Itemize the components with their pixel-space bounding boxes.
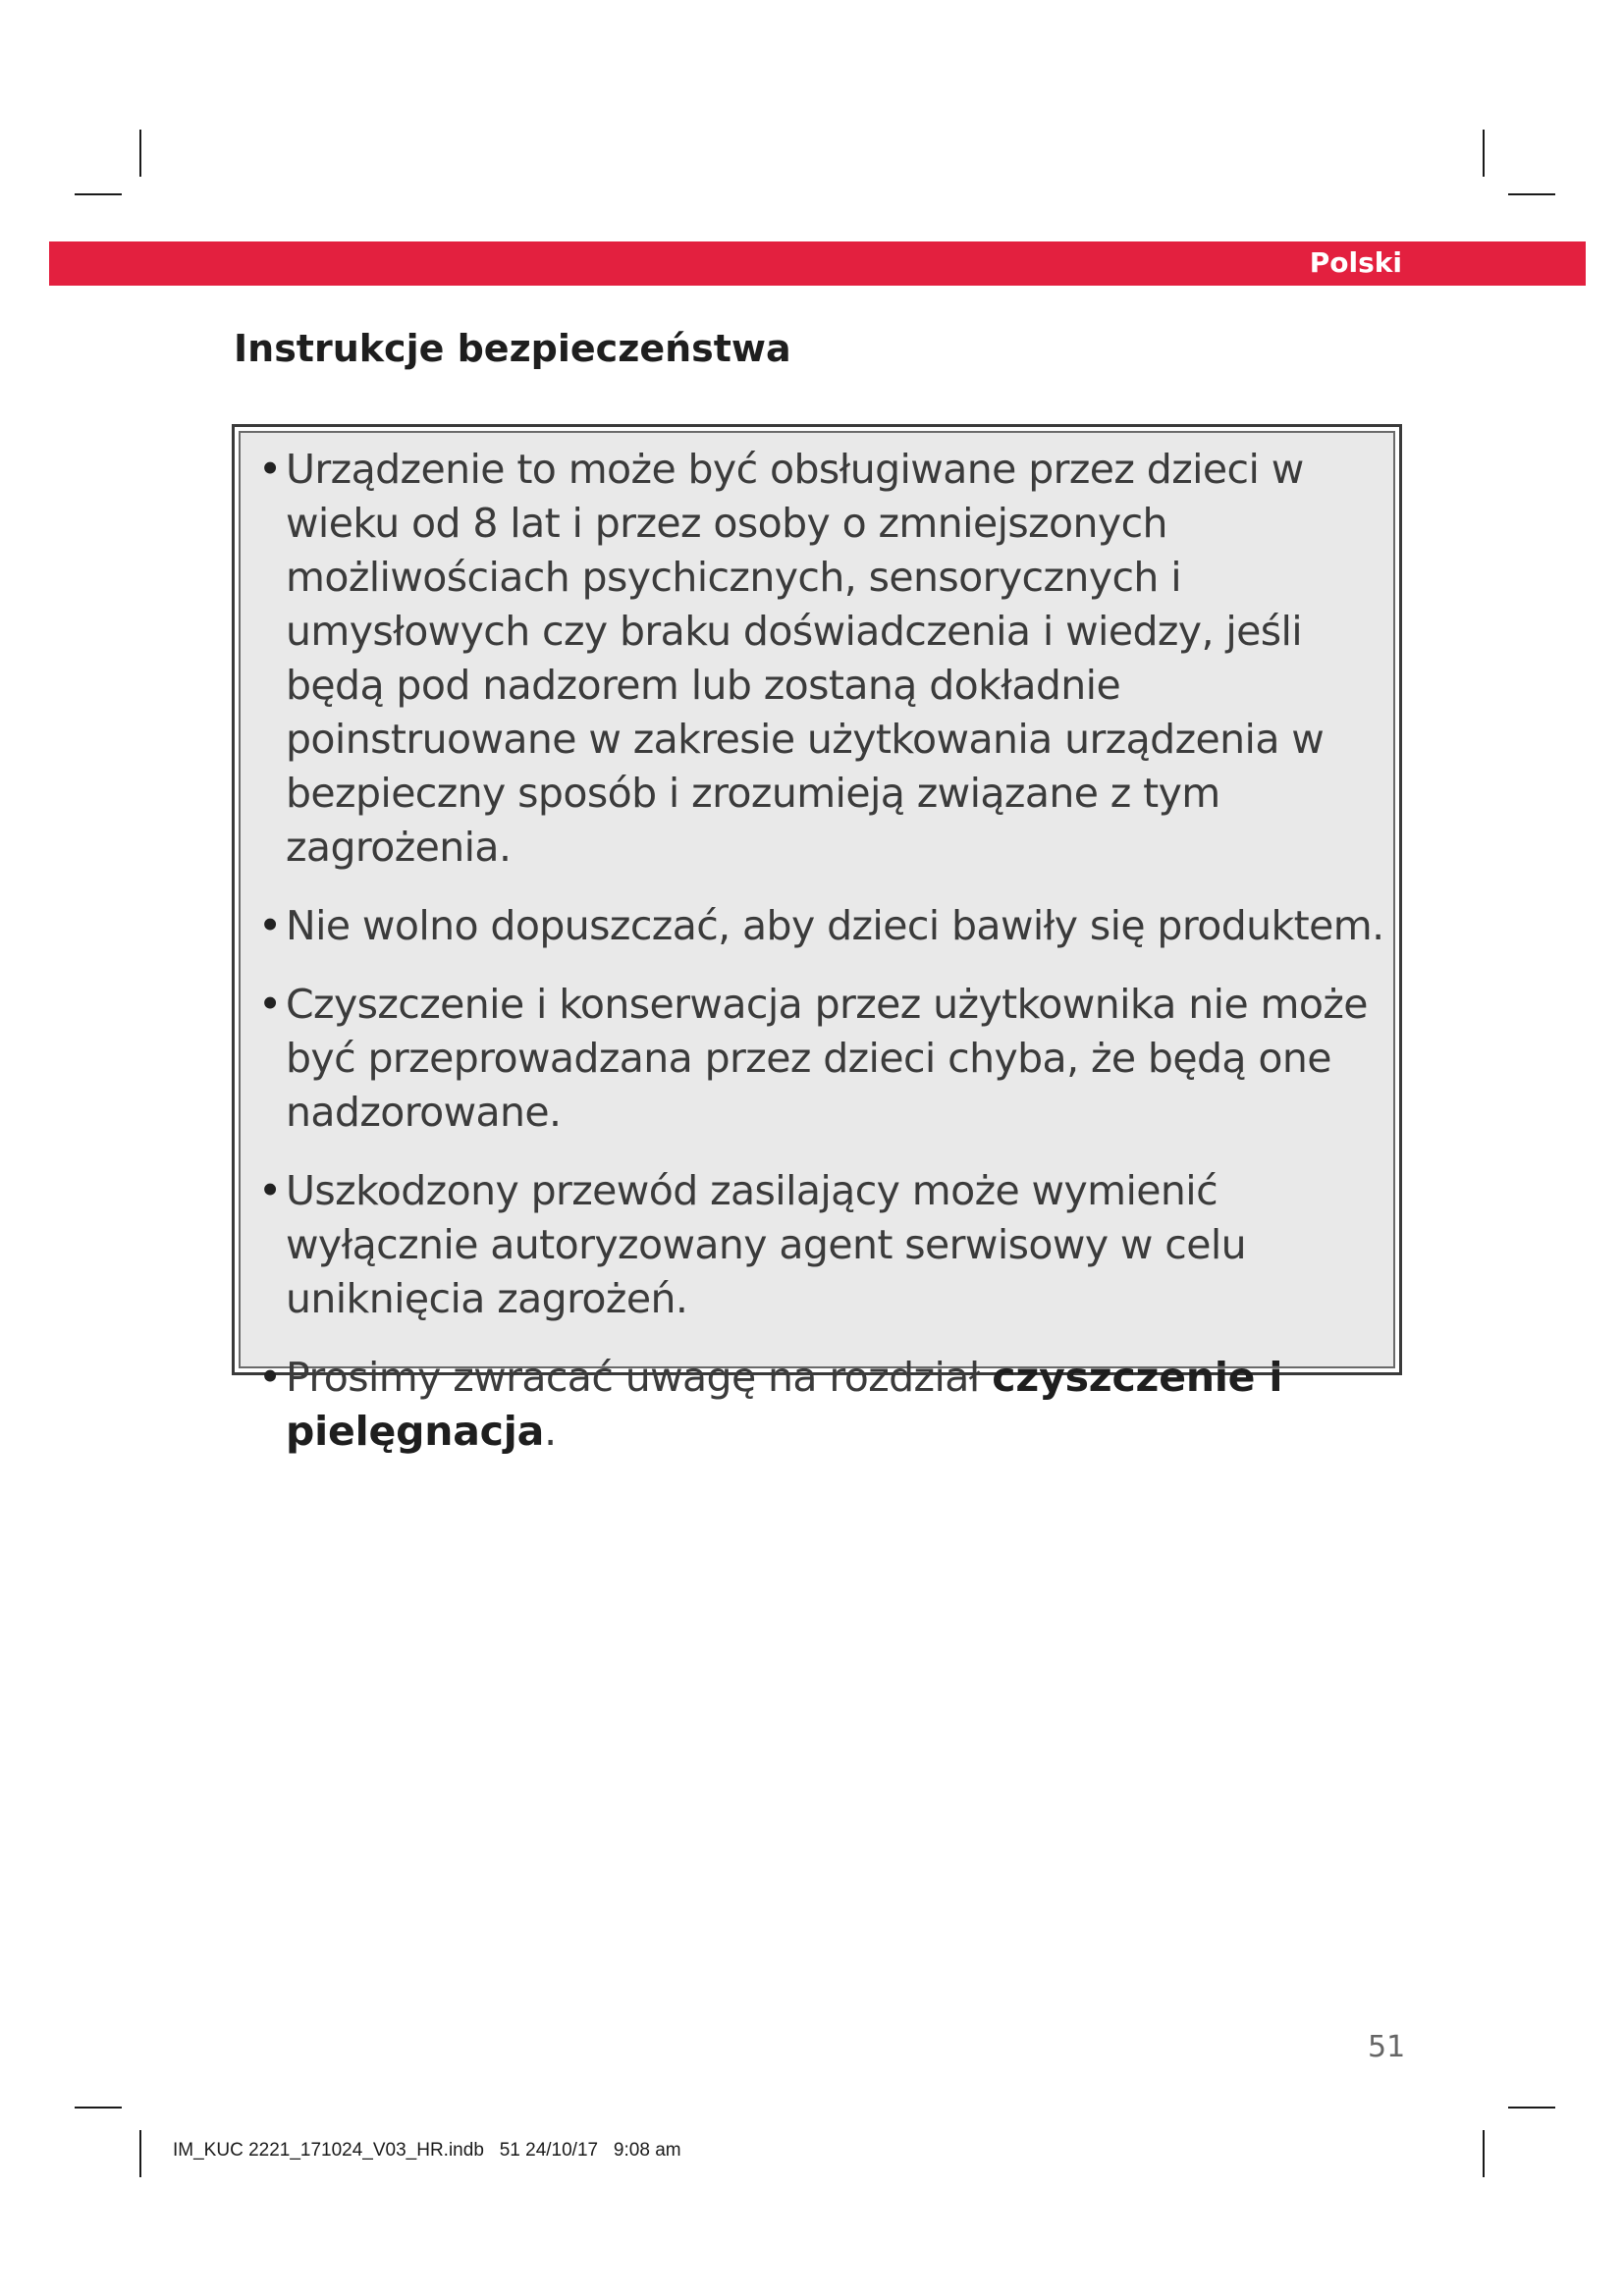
print-slug: IM_KUC 2221_171024_V03_HR.indb 51 24/10/17 9:08 am (173, 2140, 681, 2161)
safety-instructions-box (232, 424, 1402, 1455)
crop-mark (75, 2107, 122, 2109)
safety-item: • Czyszczenie i konserwacja przez użytkownika nie może być przeprowadzana przez dzieci chyba, że będą one nadzorowane. (258, 978, 1387, 1140)
safety-list (258, 443, 1387, 1459)
crop-mark (1483, 2130, 1485, 2177)
safety-item: • Uszkodzony przewód zasilający może wymienić wyłącznie autoryzowany agent serwisowy w celu uniknięcia zagrożeń. (258, 1164, 1387, 1326)
crop-mark (1483, 130, 1485, 177)
crop-mark (1508, 193, 1555, 195)
page-number: 51 (1368, 2030, 1406, 2064)
safety-item: • Urządzenie to może być obsługiwane przez dzieci w wieku od 8 lat i przez osoby o zmniejszonych możliwościach psychicznych, sensorycznych i umysłowych czy braku doświadczenia i wiedzy, jeśli będą pod nadzorem lub zostaną dokładnie poinstruowane w zakresie użytkowania urządzenia w bezpieczny sposób i zrozumieją związane z tym zagrożenia. (258, 443, 1387, 875)
safety-item-text-end: . (544, 1408, 557, 1455)
crop-mark (139, 2130, 141, 2177)
language-label: Polski (1309, 246, 1402, 279)
safety-item (258, 1351, 1387, 1459)
safety-item-text: Prosimy zwracać uwagę na rozdział (286, 1354, 993, 1401)
crop-mark (139, 130, 141, 177)
section-title: Instrukcje bezpieczeństwa (234, 327, 791, 370)
crop-mark (75, 193, 122, 195)
chapter-reference: czyszczenie i pielęgnacja (286, 1354, 1283, 1455)
language-header-bar (49, 241, 1586, 286)
safety-item: • Nie wolno dopuszczać, aby dzieci bawiły się produktem. (258, 899, 1387, 953)
crop-mark (1508, 2107, 1555, 2109)
safety-instructions-panel (239, 431, 1395, 1455)
